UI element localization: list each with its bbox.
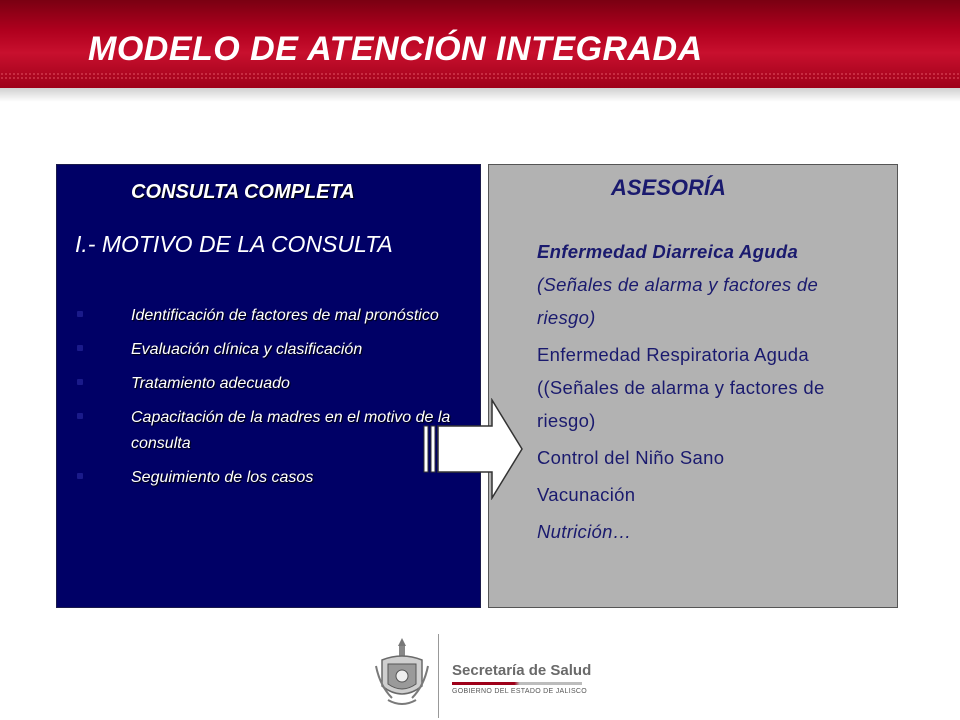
list-item: Enfermedad Diarreica Aguda (Señales de alarma y factores de riesgo): [537, 235, 877, 334]
gov-name: GOBIERNO DEL ESTADO DE JALISCO: [452, 688, 588, 695]
consulta-heading: CONSULTA COMPLETA: [131, 181, 355, 203]
bullet-icon: [77, 473, 83, 479]
asesoria-panel: [488, 164, 898, 608]
list-item: Nutrición…: [537, 521, 632, 542]
list-item: Evaluación clínica y clasificación: [77, 337, 457, 363]
bullet-icon: [77, 379, 83, 385]
item-title: Enfermedad Diarreica Aguda: [537, 241, 799, 262]
asesoria-heading: ASESORÍA: [611, 175, 726, 200]
org-rule: [452, 682, 582, 685]
asesoria-list: [537, 235, 877, 552]
list-item: Control del Niño Sano: [537, 447, 725, 468]
bullet-icon: [77, 413, 83, 419]
banner-dot-pattern: [0, 72, 960, 80]
list-item: Identificación de factores de mal pronóstico: [77, 303, 457, 329]
jalisco-seal-icon: [374, 636, 430, 712]
footer-divider: [438, 634, 439, 718]
banner-shadow: [0, 88, 960, 102]
arrow-right-icon: [422, 398, 524, 500]
page-title: MODELO DE ATENCIÓN INTEGRADA: [88, 30, 703, 68]
bullet-icon: [77, 345, 83, 351]
list-item: Vacunación: [537, 484, 636, 505]
consulta-list: [77, 303, 457, 499]
consulta-panel: [56, 164, 481, 608]
bullet-icon: [77, 311, 83, 317]
list-item: Tratamiento adecuado: [77, 371, 457, 397]
motivo-subheading: I.- MOTIVO DE LA CONSULTA: [75, 231, 393, 257]
list-item: Seguimiento de los casos: [77, 465, 457, 491]
org-name: Secretaría de Salud: [452, 662, 592, 679]
list-item: Capacitación de la madres en el motivo de la consulta: [77, 405, 457, 457]
list-item: Enfermedad Respiratoria Aguda ((Señales de alarma y factores de riesgo): [537, 344, 825, 431]
